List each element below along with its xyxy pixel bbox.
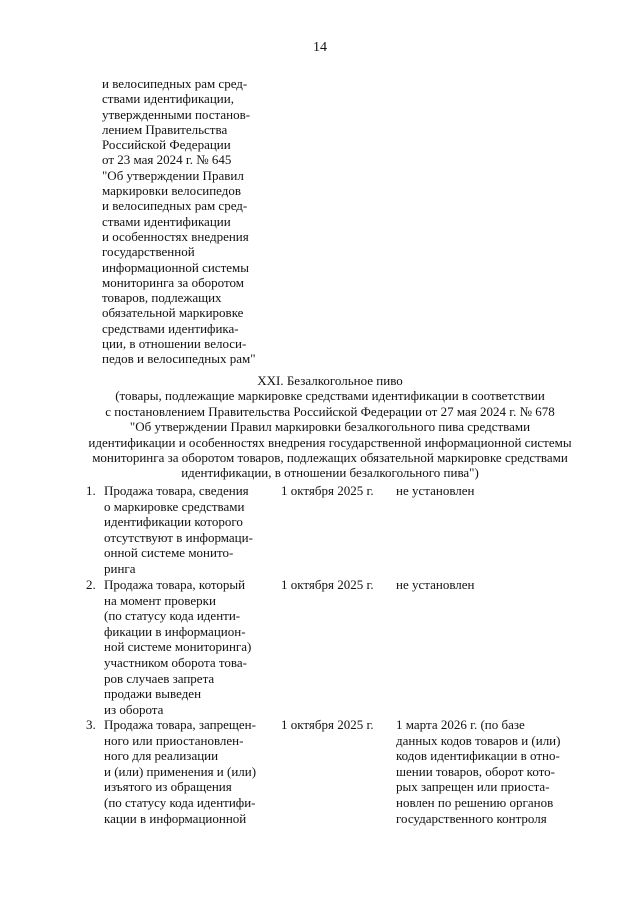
desc-line: ного для реализации xyxy=(104,748,219,764)
desc-line: (по статусу кода идентифи- xyxy=(104,794,256,810)
row-end-date xyxy=(396,577,566,593)
cell-line: ствами идентификации, xyxy=(102,91,234,107)
cell-line: ции, в отношении велоси- xyxy=(102,336,247,352)
page-number: 14 xyxy=(313,40,327,55)
row-number: 1. xyxy=(86,483,96,498)
cell-line: и велосипедных рам сред- xyxy=(102,198,248,214)
section-title: XXI. Безалкогольное пиво xyxy=(257,373,403,388)
desc-line: ной системе мониторинга) xyxy=(104,639,252,655)
end-line: государственного контроля xyxy=(396,810,547,826)
end-line: новлен по решению органов xyxy=(396,794,554,810)
desc-line: фикации в информацион- xyxy=(104,623,246,639)
desc-line: ного или приостановлен- xyxy=(104,732,244,748)
desc-line: и (или) применения и (или) xyxy=(104,763,257,779)
desc-line: участником оборота това- xyxy=(104,654,247,670)
desc-line: ров случаев запрета xyxy=(104,670,215,686)
section-subtitle-line: "Об утверждении Правил маркировки безалкогольного пива средствами xyxy=(129,419,531,435)
desc-line: на момент проверки xyxy=(104,592,216,608)
section-subtitle-line: с постановлением Правительства Российской Федерации от 27 мая 2024 г. № 678 xyxy=(105,403,555,419)
row-end-date xyxy=(396,483,566,499)
desc-line: онной системе монито- xyxy=(104,545,234,561)
row-description xyxy=(104,577,264,717)
row-description xyxy=(104,483,264,577)
cell-line: товаров, подлежащих xyxy=(102,290,222,306)
desc-line: Продажа товара, запрещен- xyxy=(104,717,256,732)
row-start-date: 1 октября 2025 г. xyxy=(281,483,374,498)
desc-line: о маркировке средствами xyxy=(104,498,245,514)
cell-line: ствами идентификации xyxy=(102,213,231,229)
desc-line: (по статусу кода иденти- xyxy=(104,608,241,624)
cell-line: от 23 мая 2024 г. № 645 xyxy=(102,152,232,168)
cell-line: лением Правительства xyxy=(102,121,228,137)
cell-line: маркировки велосипедов xyxy=(102,183,242,199)
cell-line: государственной xyxy=(102,244,195,260)
end-line: рых запрещен или приоста- xyxy=(396,779,550,795)
cell-line: средствами идентифика- xyxy=(102,320,239,336)
section-subtitle-line: мониторинга за оборотом товаров, подлежащих обязательной маркировке средствами xyxy=(92,450,568,466)
end-line: не установлен xyxy=(396,483,475,498)
end-line: 1 марта 2026 г. (по базе xyxy=(396,717,525,732)
section-subtitle-line: (товары, подлежащие маркировке средствами идентификации в соответствии xyxy=(115,388,545,404)
row-start-date: 1 октября 2025 г. xyxy=(281,577,374,592)
desc-line: Продажа товара, сведения xyxy=(104,483,249,498)
cell-line: информационной системы xyxy=(102,259,249,275)
row-number: 3. xyxy=(86,717,96,732)
end-line: кодов идентификации в отно- xyxy=(396,748,560,764)
desc-line: кации в информационной xyxy=(104,810,247,826)
cell-line: Российской Федерации xyxy=(102,137,231,153)
cell-line: "Об утверждении Правил xyxy=(102,167,244,183)
section-subtitle-line: идентификации, в отношении безалкогольного пива") xyxy=(181,465,479,481)
section-subtitle-line: идентификации и особенностях внедрения государственной информационной системы xyxy=(88,434,572,450)
row-number: 2. xyxy=(86,577,96,592)
cell-line: и особенностях внедрения xyxy=(102,228,249,244)
continued-table-cell xyxy=(102,76,272,367)
desc-line: продажи выведен xyxy=(104,686,202,702)
desc-line: изъятого из обращения xyxy=(104,779,232,795)
desc-line: отсутствуют в информаци- xyxy=(104,529,253,545)
row-description xyxy=(104,717,264,826)
cell-line: обязательной маркировке xyxy=(102,305,244,321)
cell-line: педов и велосипедных рам" xyxy=(102,351,256,367)
row-end-date xyxy=(396,717,566,826)
cell-line: и велосипедных рам сред- xyxy=(102,76,248,91)
desc-line: из оборота xyxy=(104,701,164,717)
desc-line: идентификации которого xyxy=(104,514,243,530)
row-start-date: 1 октября 2025 г. xyxy=(281,717,374,732)
cell-line: утвержденными постанов- xyxy=(102,106,251,122)
end-line: не установлен xyxy=(396,577,475,592)
end-line: данных кодов товаров и (или) xyxy=(396,732,561,748)
section-heading xyxy=(60,373,600,481)
end-line: шении товаров, оборот кото- xyxy=(396,763,555,779)
desc-line: ринга xyxy=(104,560,136,576)
cell-line: мониторинга за оборотом xyxy=(102,274,245,290)
desc-line: Продажа товара, который xyxy=(104,577,246,592)
